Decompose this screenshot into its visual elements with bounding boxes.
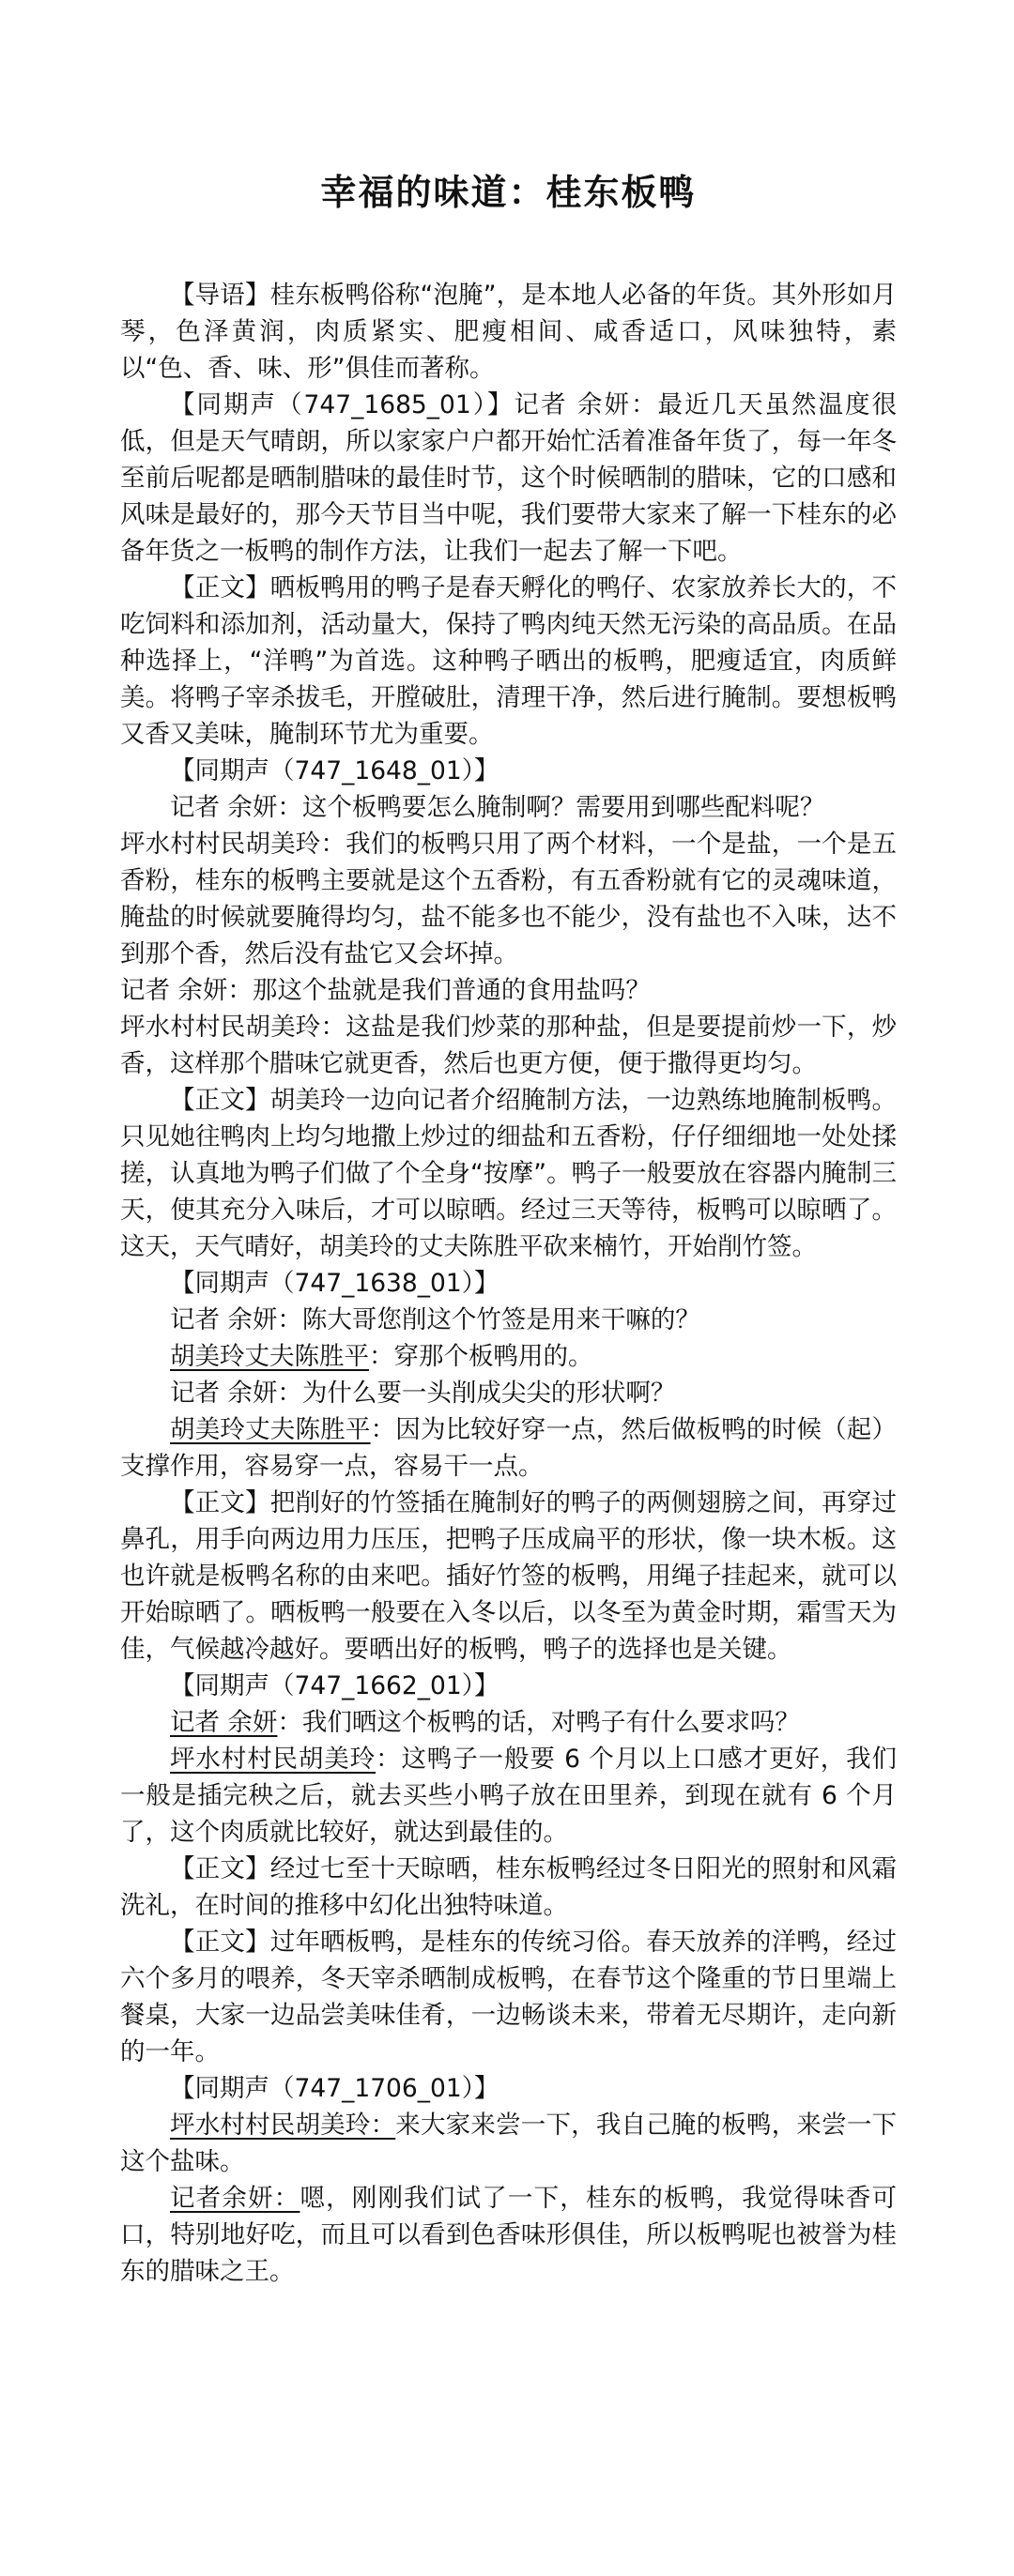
speaker-name: 胡美玲丈夫陈胜平	[170, 1342, 369, 1371]
paragraph-text: 【导语】桂东板鸭俗称“泡腌”，是本地人必备的年货。其外形如月琴，色泽黄润，肉质紧实、肥瘦相间、咸香适口，风味独特，素以“色、香、味、形”俱佳而著称。	[120, 281, 897, 383]
article-paragraph	[120, 1302, 897, 1338]
article-paragraph	[120, 387, 897, 570]
article-paragraph	[120, 1704, 897, 1741]
article-paragraph	[120, 1668, 897, 1704]
article-paragraph	[120, 1741, 897, 1851]
paragraph-text: 【同期声（747_1662_01）】	[170, 1671, 499, 1700]
paragraph-text: ：这鸭子一般要 6 个月以上口感才更好，我们一般是插完秧之后，就去买些小鸭子放在田里养，到现在就有 6 个月了，这个肉质就比较好，就达到最佳的。	[120, 1745, 898, 1847]
paragraph-text: 【同期声（747_1685_01）】记者 余妍：最近几天虽然温度很低，但是天气晴朗，所以家家户户都开始忙活着准备年货了，每一年冬至前后呢都是晒制腊味的最佳时节，这个时候晒制的腊味，它的口感和风味是最好的，那今天节目当中呢，我们要带大家来了解一下桂东的必备年货之一板鸭的制作方法，让我们一起去了解一下吧。	[120, 390, 897, 566]
paragraph-text: 坪水村村民胡美玲：这盐是我们炒菜的那种盐，但是要提前炒一下，炒香，这样那个腊味它就更香，然后也更方便，便于撒得更均匀。	[120, 1013, 897, 1078]
paragraph-text: 坪水村村民胡美玲：我们的板鸭只用了两个材料，一个是盐，一个是五香粉，桂东的板鸭主要就是这个五香粉，有五香粉就有它的灵魂味道，腌盐的时候就要腌得均匀，盐不能多也不能少，没有盐也不入味，达不到那个香，然后没有盐它又会坏掉。	[120, 830, 897, 968]
paragraph-text: 【正文】晒板鸭用的鸭子是春天孵化的鸭仔、农家放养长大的，不吃饲料和添加剂，活动量大，保持了鸭肉纯天然无污染的高品质。在品种选择上，“洋鸭”为首选。这种鸭子晒出的板鸭，肥瘦适宜，肉质鲜美。将鸭子宰杀拔毛，开膛破肚，清理干净，然后进行腌制。要想板鸭又香又美味，腌制环节尤为重要。	[120, 573, 897, 749]
paragraph-text: 记者 余妍：这个板鸭要怎么腌制啊？需要用到哪些配料呢？	[170, 793, 825, 822]
speaker-name: 记者 余妍	[170, 1708, 278, 1737]
paragraph-text: 【正文】过年晒板鸭，是桂东的传统习俗。春天放养的洋鸭，经过六个多月的喂养，冬天宰杀晒制成板鸭，在春节这个隆重的节日里端上餐桌，大家一边品尝美味佳肴，一边畅谈未来，带着无尽期许，走向新的一年。	[120, 1928, 897, 2066]
paragraph-text: 来大家来尝一下，我自己腌的板鸭，来尝一下这个盐味。	[120, 2111, 898, 2176]
paragraph-text: 记者 余妍：陈大哥您削这个竹签是用来干嘛的？	[170, 1305, 700, 1334]
article-paragraph	[120, 1082, 897, 1265]
article-body	[120, 277, 897, 2290]
paragraph-text: 【同期声（747_1648_01）】	[170, 756, 499, 785]
paragraph-text: 嗯，刚刚我们试了一下，桂东的板鸭，我觉得味香可口，特别地好吃，而且可以看到色香味形俱佳，所以板鸭呢也被誉为桂东的腊味之王。	[120, 2184, 898, 2286]
article-paragraph	[120, 2070, 897, 2107]
article-paragraph	[120, 1265, 897, 1302]
speaker-name: 坪水村村民胡美玲：	[170, 2111, 396, 2140]
speaker-name: 记者余妍：	[170, 2184, 300, 2213]
article-paragraph	[120, 2107, 897, 2180]
paragraph-text: 【同期声（747_1706_01）】	[170, 2074, 499, 2103]
article-paragraph	[120, 1851, 897, 1924]
paragraph-text: ：因为比较好穿一点，然后做板鸭的时候（起）支撑作用，容易穿一点，容易干一点。	[120, 1415, 898, 1481]
article-paragraph	[120, 2180, 897, 2290]
article-paragraph	[120, 826, 897, 972]
paragraph-text: 记者 余妍：为什么要一头削成尖尖的形状啊？	[170, 1379, 676, 1408]
article-paragraph	[120, 277, 897, 387]
article-paragraph	[120, 1375, 897, 1411]
article-paragraph	[120, 1924, 897, 2070]
paragraph-text: 【同期声（747_1638_01）】	[170, 1269, 499, 1298]
article-paragraph	[120, 753, 897, 789]
article-paragraph	[120, 972, 897, 1009]
paragraph-text: 【正文】把削好的竹签插在腌制好的鸭子的两侧翅膀之间，再穿过鼻孔，用手向两边用力压压，把鸭子压成扁平的形状，像一块木板。这也许就是板鸭名称的由来吧。插好竹签的板鸭，用绳子挂起来，就可以开始晾晒了。晒板鸭一般要在入冬以后，以冬至为黄金时期，霜雪天为佳，气候越冷越好。要晒出好的板鸭，鸭子的选择也是关键。	[120, 1488, 897, 1664]
paragraph-text: 记者 余妍：那这个盐就是我们普通的食用盐吗？	[120, 976, 651, 1005]
article-paragraph	[120, 789, 897, 826]
paragraph-text: ：穿那个板鸭用的。	[369, 1342, 593, 1371]
paragraph-text: 【正文】胡美玲一边向记者介绍腌制方法，一边熟练地腌制板鸭。只见她往鸭肉上均匀地撒上炒过的细盐和五香粉，仔仔细细地一处处揉搓，认真地为鸭子们做了个全身“按摩”。鸭子一般要放在容器内腌制三天，使其充分入味后，才可以晾晒。经过三天等待，板鸭可以晾晒了。这天，天气晴好，胡美玲的丈夫陈胜平砍来楠竹，开始削竹签。	[120, 1086, 897, 1261]
article-paragraph	[120, 570, 897, 753]
article-paragraph	[120, 1338, 897, 1375]
paragraph-text: ：我们晒这个板鸭的话，对鸭子有什么要求吗？	[277, 1708, 800, 1737]
article-paragraph	[120, 1009, 897, 1082]
paragraph-text: 【正文】经过七至十天晾晒，桂东板鸭经过冬日阳光的照射和风霜洗礼，在时间的推移中幻化出独特味道。	[120, 1854, 897, 1920]
article-paragraph	[120, 1411, 897, 1485]
speaker-name: 坪水村村民胡美玲	[170, 1745, 376, 1774]
article-paragraph	[120, 1485, 897, 1668]
article-title: 幸福的味道：桂东板鸭	[320, 172, 697, 213]
speaker-name: 胡美玲丈夫陈胜平	[170, 1415, 371, 1444]
